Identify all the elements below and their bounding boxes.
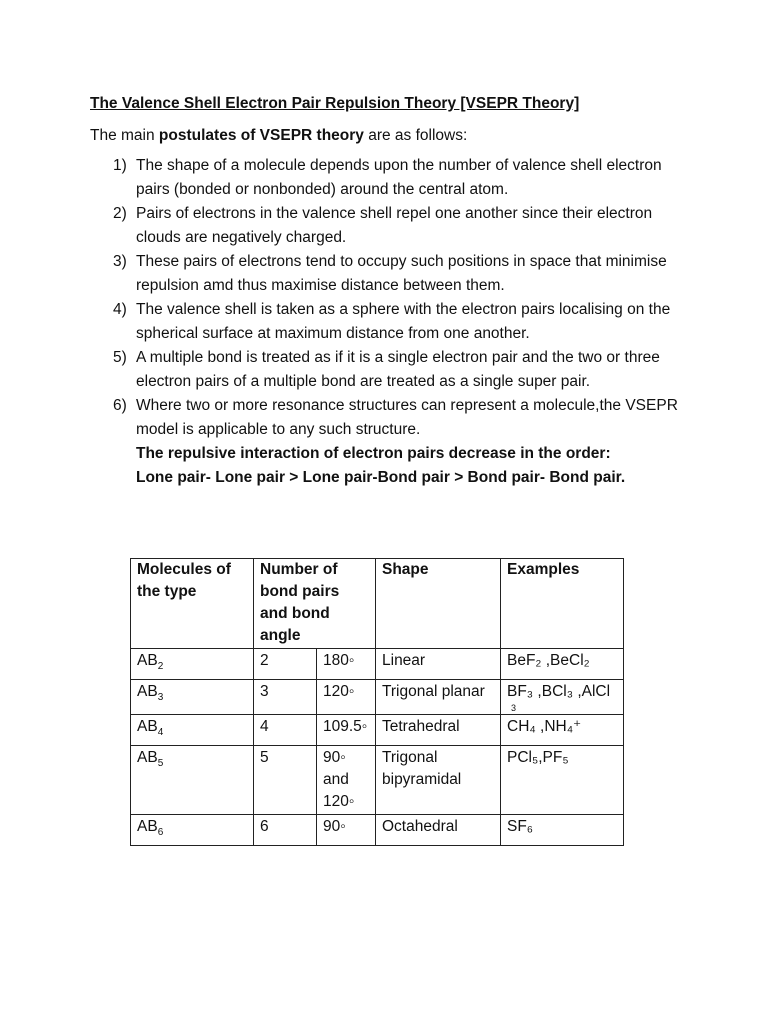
type-label: AB bbox=[137, 749, 158, 767]
list-number: 4) bbox=[113, 301, 127, 318]
list-text: The valence shell is taken as a sphere with the electron pairs localising on the spherical surface at maximum distance from one another. bbox=[136, 301, 671, 342]
cell-type bbox=[131, 746, 254, 815]
type-label: AB bbox=[137, 818, 158, 836]
list-item bbox=[90, 394, 690, 442]
type-label: AB bbox=[137, 683, 158, 701]
cell-shape: Tetrahedral bbox=[376, 715, 501, 746]
list-number: 1) bbox=[113, 157, 127, 174]
cell-examples: BeF₂ ,BeCl₂ bbox=[501, 649, 624, 680]
cell-shape: Octahedral bbox=[376, 815, 501, 846]
table-row bbox=[131, 649, 624, 680]
list-number: 5) bbox=[113, 349, 127, 366]
cell-shape: Trigonal bipyramidal bbox=[376, 746, 501, 815]
cell-angle: 120◦ bbox=[317, 680, 376, 715]
header-pairs: Number of bond pairs and bond angle bbox=[254, 559, 376, 649]
vsepr-table bbox=[130, 558, 624, 846]
type-label: AB bbox=[137, 718, 158, 736]
type-subscript: 5 bbox=[157, 758, 164, 770]
intro-bold: postulates of VSEPR theory bbox=[158, 127, 364, 144]
cell-pairs: 6 bbox=[254, 815, 317, 846]
repulsion-order-line1: The repulsive interaction of electron pairs decrease in the order: bbox=[136, 445, 611, 462]
cell-type bbox=[131, 815, 254, 846]
list-text: Pairs of electrons in the valence shell repel one another since their electron clouds are negatively charged. bbox=[136, 205, 653, 246]
header-shape: Shape bbox=[376, 559, 501, 649]
cell-pairs: 3 bbox=[254, 680, 317, 715]
cell-type bbox=[131, 715, 254, 746]
cell-pairs: 4 bbox=[254, 715, 317, 746]
type-subscript: 2 bbox=[157, 661, 164, 673]
document-body bbox=[90, 92, 690, 490]
list-number: 3) bbox=[113, 253, 127, 270]
table-row bbox=[131, 815, 624, 846]
table-header-row bbox=[131, 559, 624, 649]
cell-examples: SF₆ bbox=[501, 815, 624, 846]
type-subscript: 3 bbox=[157, 692, 164, 704]
type-subscript: 4 bbox=[157, 727, 164, 739]
cell-examples bbox=[501, 680, 624, 715]
cell-shape: Linear bbox=[376, 649, 501, 680]
header-molecules: Molecules of the type bbox=[131, 559, 254, 649]
type-label: AB bbox=[137, 652, 158, 669]
intro-prefix: The main bbox=[90, 127, 159, 144]
list-text: A multiple bond is treated as if it is a single electron pair and the two or three electron pairs of a multiple bond are treated as a single super pair. bbox=[136, 349, 660, 390]
intro-paragraph bbox=[90, 124, 690, 148]
cell-examples: CH₄ ,NH₄⁺ bbox=[501, 715, 624, 746]
list-item bbox=[90, 250, 690, 298]
list-text: These pairs of electrons tend to occupy such positions in space that minimise repulsion amd thus maximise distance between them. bbox=[136, 253, 667, 294]
cell-type bbox=[131, 680, 254, 715]
cell-shape: Trigonal planar bbox=[376, 680, 501, 715]
table-row bbox=[131, 680, 624, 715]
list-text: Where two or more resonance structures can represent a molecule,the VSEPR model is applicable to any such structure. bbox=[136, 397, 678, 438]
cell-angle: 90◦ and 120◦ bbox=[317, 746, 376, 815]
table-row bbox=[131, 746, 624, 815]
type-subscript: 6 bbox=[157, 827, 164, 839]
cell-pairs: 5 bbox=[254, 746, 317, 815]
cell-pairs: 2 bbox=[254, 649, 317, 680]
cell-angle: 180◦ bbox=[317, 649, 376, 680]
list-item bbox=[90, 154, 690, 202]
list-number: 6) bbox=[113, 397, 127, 414]
page-title: The Valence Shell Electron Pair Repulsion Theory [VSEPR Theory] bbox=[90, 95, 580, 112]
list-item bbox=[90, 298, 690, 346]
examples-subscript-wrap: 3 bbox=[511, 703, 517, 714]
list-text: The shape of a molecule depends upon the number of valence shell electron pairs (bonded or nonbonded) around the central atom. bbox=[136, 157, 662, 198]
list-item bbox=[90, 346, 690, 394]
cell-type bbox=[131, 649, 254, 680]
repulsion-order-line2: Lone pair- Lone pair > Lone pair-Bond pair > Bond pair- Bond pair. bbox=[136, 469, 626, 486]
postulates-list bbox=[90, 154, 690, 442]
list-number: 2) bbox=[113, 205, 127, 222]
examples-text: BF₃ ,BCl₃ ,AlCl bbox=[507, 683, 611, 701]
table-row bbox=[131, 715, 624, 746]
header-examples: Examples bbox=[501, 559, 624, 649]
cell-examples: PCl₅,PF₅ bbox=[501, 746, 624, 815]
list-item bbox=[90, 202, 690, 250]
cell-angle: 90◦ bbox=[317, 815, 376, 846]
intro-suffix: are as follows: bbox=[363, 127, 468, 144]
cell-angle: 109.5◦ bbox=[317, 715, 376, 746]
